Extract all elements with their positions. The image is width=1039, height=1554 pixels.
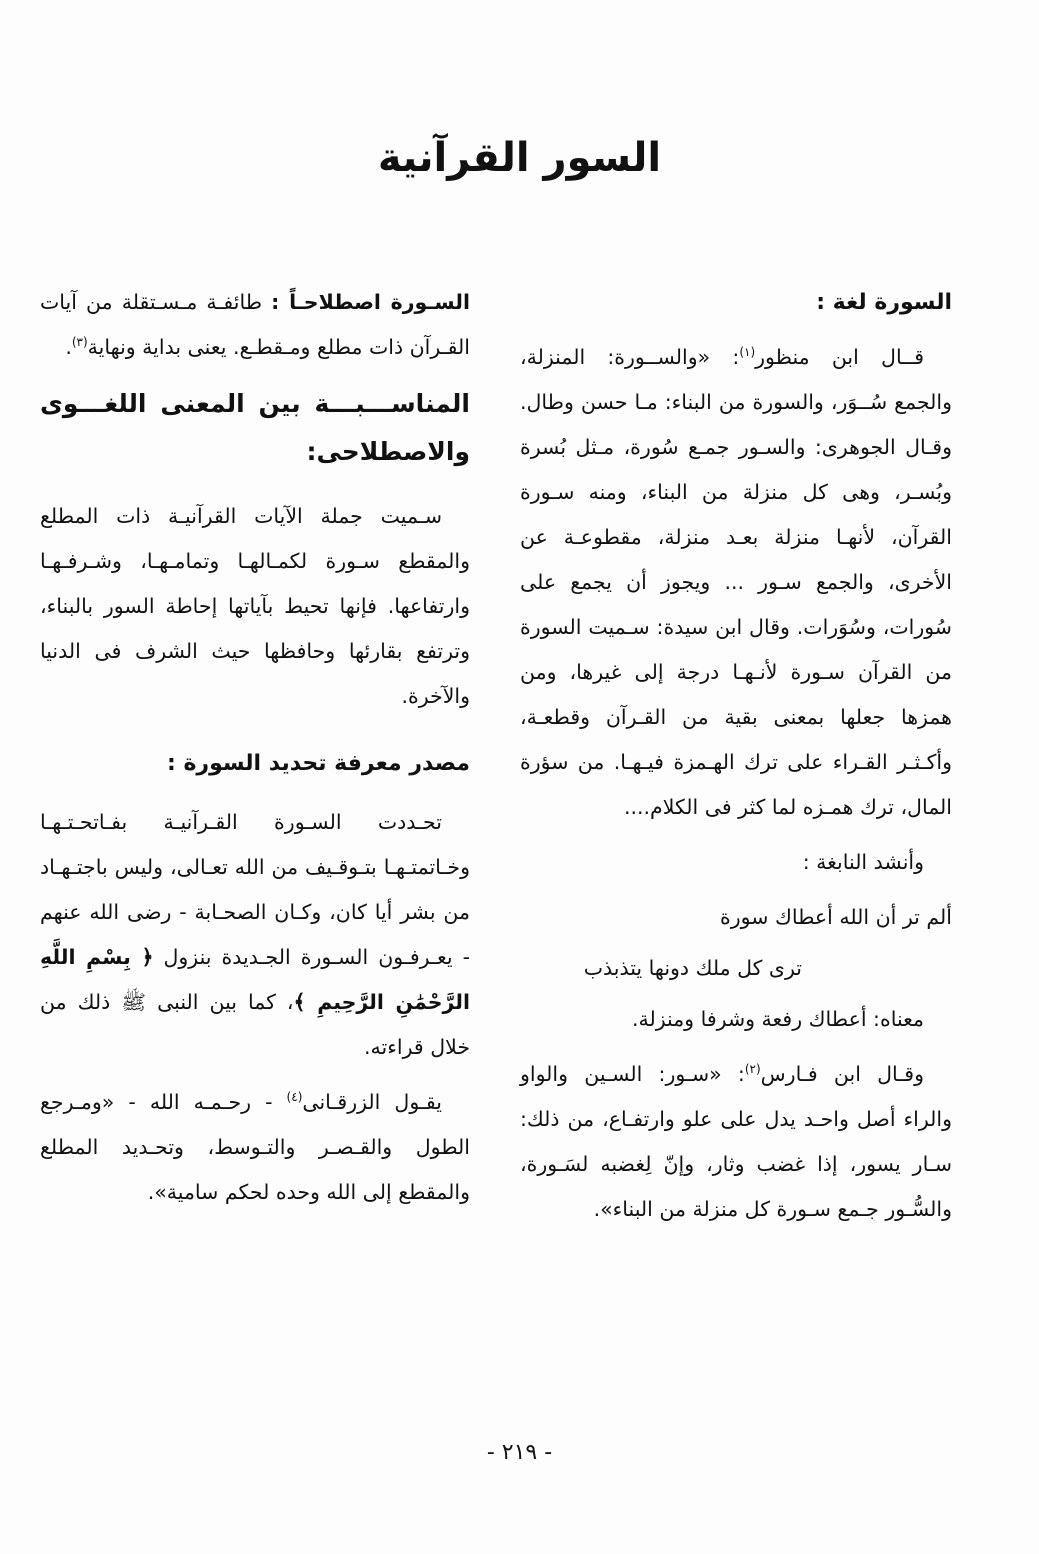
page-title: السور القرآنية (377, 135, 662, 181)
section-heading-linguistic: السورة لغة : (816, 290, 952, 315)
page-number: - ٢١٩ - (486, 1440, 553, 1465)
term-heading: السـورة اصطلاحـاً : (271, 290, 470, 314)
paragraph-terminology: السـورة اصطلاحـاً : طائفـة مـسـتقلة من آيات القـرآن ذات مطلع ومـقطـع. يعنى بداية ونهاية$^{(٣)}$. (40, 290, 470, 359)
section-heading-source: مصدر معرفة تحديد السورة : (166, 751, 470, 776)
paragraph-meaning: معناه: أعطاك رفعة وشرفا ومنزلة. (631, 1007, 924, 1031)
footnote-ref: (٤) (286, 1090, 303, 1105)
left-column (40, 280, 470, 1225)
footnote-ref: (١) (739, 345, 756, 360)
paragraph-ibn-manzur: قــال ابن منظور$^{(١)}$: «والســورة: المنزلة، والجمع سُــوَر، والسورة من البناء: مـا حسن وطال. وقـال الجوهرى: والسـور جمـع سُورة، مـثل بُسرة وبُسـر، وهى كل منزلة من البناء، ومنه سـورة القرآن، لأنهـا منزلة بعـد منزلة، مقطوعـة عن الأخرى، والجمع سـور ... ويجوز أن يجمع على سُورات، وسُوَرات. وقال ابن سيدة: سـميت السورة من القرآن سـورة لأنـهـا درجة إلى غيرها، ومن همزها جعلها بمعنى بقية من القـرآن وقطعـة، وأكـثـر القـراء على ترك الهـمزة فيـهـا. من سؤرة المال، ترك همـزه لما كثر فى الكلام.... (520, 345, 952, 819)
paragraph-zurqani: يقـول الزرقـانى$^{(٤)}$ - رحـمـه الله - «ومـرجع الطول والقـصـر والتـوسط، وتحـديد المطلع والمقطع إلى الله وحده لحكم سامية». (40, 1090, 470, 1204)
paragraph-ibn-faris: وقـال ابن فـارس$^{(٢)}$: «سـور: السـين والواو والراء أصل واحـد يدل على علو وارتفـاع، من ذلك: سـار يسور، إذا غضب وثار، وإنّ لِغضبه لسَـورة، والسُّـور جـمع سـورة كل منزلة من البناء». (520, 1062, 952, 1221)
basmala-text: ﴿ بِسْمِ اللَّهِ الرَّحْمَٰنِ الرَّحِيمِ ﴾ (40, 945, 470, 1014)
footnote-ref: (٢) (744, 1062, 761, 1077)
paragraph-nabigha: وأنشد النابغة : (802, 850, 924, 874)
footnote-ref: (٣) (71, 335, 88, 350)
right-column (520, 280, 952, 1242)
paragraph-naming: سـميت جملة الآيات القرآنيـة ذات المطلع والمقطع سـورة لكمـالهـا وتمامـهـا، وشـرفـهـا وارتفاعها. فإنها تحيط بآياتها إحاطة السور بالبناء، وترتفع بقارئها وحافظها حيث الشرف فى الدنيا والآخرة. (40, 504, 470, 708)
poem-verse-2: ترى كل ملك دونها يتذبذب (583, 956, 802, 980)
paragraph-determination: تحـددت السـورة القـرآنيـة بفـاتحـتـهـا وخـاتمتـهـا بتـوقـيف من الله تعـالى، وليس باجتـهـاد من بشر أيا كان، وكـان الصحـابة - رضى الله عنهم - يعـرفـون السـورة الجـديدة بنزول ﴿ بِسْمِ اللَّهِ الرَّحْمَٰنِ الرَّحِيمِ ﴾، كما بين النبى ﷺ ذلك من خلال قراءته. (40, 810, 471, 1059)
poem-verse-1: ألم تر أن الله أعطاك سورة (720, 905, 952, 929)
section-heading-relation: المناســـبـــة بين المعنى اللغـــوى والاصطلاحى: (40, 389, 470, 466)
